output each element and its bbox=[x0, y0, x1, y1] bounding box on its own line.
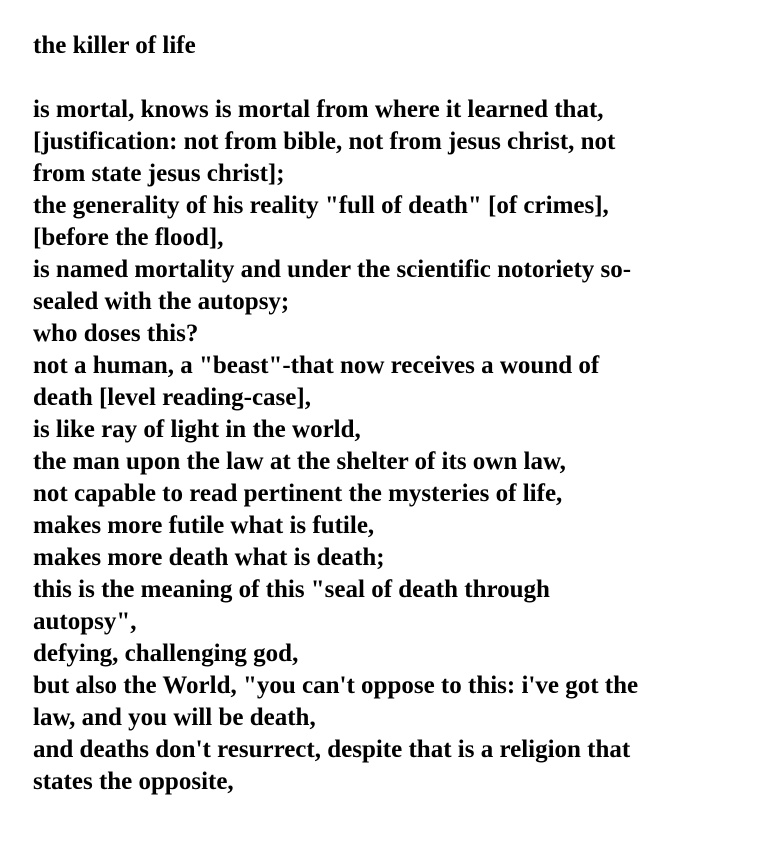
text-line: is like ray of light in the world, bbox=[33, 416, 361, 443]
text-line: states the opposite, bbox=[33, 768, 234, 795]
text-line: makes more futile what is futile, bbox=[33, 512, 375, 539]
text-line: autopsy", bbox=[33, 608, 137, 635]
text-line: not capable to read pertinent the mysteries of life, bbox=[33, 480, 563, 507]
text-line: makes more death what is death; bbox=[33, 544, 385, 571]
text-line: this is the meaning of this "seal of death through bbox=[33, 576, 550, 603]
text-line: is named mortality and under the scientific notoriety so- bbox=[33, 256, 632, 283]
text-line: the generality of his reality "full of death" [of crimes], bbox=[33, 192, 609, 219]
text-line: the man upon the law at the shelter of its own law, bbox=[33, 448, 566, 475]
text-line: not a human, a "beast"-that now receives a wound of bbox=[33, 352, 600, 379]
text-line: [before the flood], bbox=[33, 224, 224, 251]
text-line: death [level reading-case], bbox=[33, 384, 311, 411]
text-line: who doses this? bbox=[33, 320, 199, 347]
text-line: is mortal, knows is mortal from where it learned that, bbox=[33, 96, 604, 123]
text-line: defying, challenging god, bbox=[33, 640, 299, 667]
poem-body bbox=[33, 94, 763, 798]
text-line: law, and you will be death, bbox=[33, 704, 316, 731]
text-line: sealed with the autopsy; bbox=[33, 288, 290, 315]
text-line: and deaths don't resurrect, despite that is a religion that bbox=[33, 736, 631, 763]
text-line: from state jesus christ]; bbox=[33, 160, 285, 187]
blank-line bbox=[33, 62, 763, 94]
document-title: the killer of life bbox=[33, 32, 196, 59]
text-line: [justification: not from bible, not from jesus christ, not bbox=[33, 128, 616, 155]
text-line: but also the World, "you can't oppose to this: i've got the bbox=[33, 672, 639, 699]
document-page bbox=[33, 30, 763, 798]
